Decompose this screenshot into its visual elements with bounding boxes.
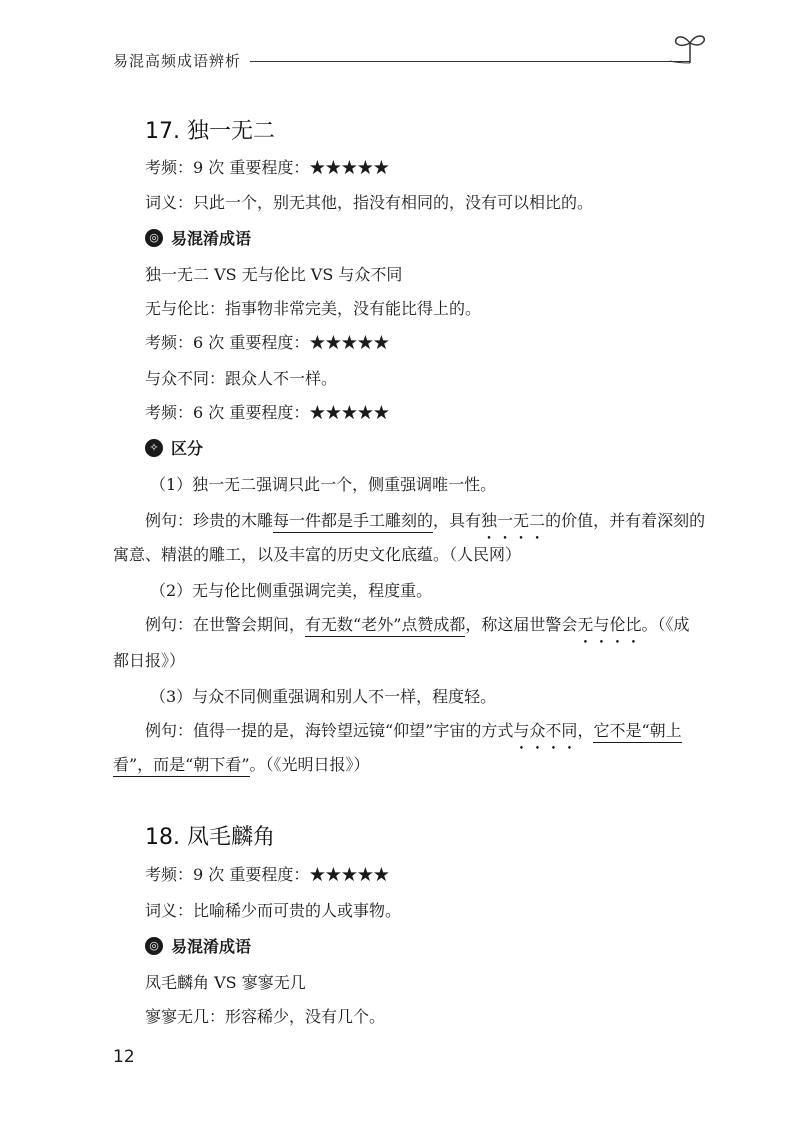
compare-line: 凤毛麟角 VS 寥寥无几 <box>145 973 306 992</box>
example-text: ，具有 <box>433 511 482 530</box>
swirl-icon: ◎ <box>145 937 163 955</box>
confuse-heading-label: 易混淆成语 <box>171 937 252 956</box>
emphasis-char: 不 <box>545 721 562 740</box>
emphasis-char: 独 <box>481 511 498 530</box>
emphasis-char: 无 <box>513 511 530 530</box>
swirl-icon: ◎ <box>145 229 163 247</box>
section-title-18: 18. 凤毛麟角 <box>145 825 275 850</box>
example-1-line1 <box>145 508 705 531</box>
distinction-3: （3）与众不同侧重强调和别人不一样，程度轻。 <box>150 687 497 706</box>
example-text: 的价值，并有着深刻的 <box>545 511 706 530</box>
compare-line: 独一无二 VS 无与伦比 VS 与众不同 <box>145 265 403 284</box>
emphasis-char: 伦 <box>609 615 626 634</box>
distinction-1: （1）独一无二强调只此一个，侧重强调唯一性。 <box>150 475 497 494</box>
word1-frequency: 考频：6 次 重要程度：★★★★★ <box>145 333 390 352</box>
confuse-heading <box>145 226 251 249</box>
emphasis-char: 一 <box>497 511 514 530</box>
word2-frequency: 考频：6 次 重要程度：★★★★★ <box>145 403 390 422</box>
meaning-line: 词义：只此一个，别无其他，指没有相同的，没有可以相比的。 <box>145 193 594 212</box>
example-text: 。（《光明日报》） <box>249 755 370 774</box>
emphasis-char: 二 <box>529 511 546 530</box>
meaning-line: 词义：比喻稀少而可贵的人或事物。 <box>145 901 402 920</box>
example-3-line2 <box>113 752 370 775</box>
frequency-line: 考频：9 次 重要程度：★★★★★ <box>145 158 390 177</box>
example-text: 。（《成 <box>641 615 690 634</box>
word2-definition: 与众不同：跟众人不一样。 <box>145 369 338 388</box>
emphasis-char: 无 <box>577 615 594 634</box>
distinction-2: （2）无与伦比侧重强调完美，程度重。 <box>150 581 433 600</box>
example-1-line2: 寓意、精湛的雕工，以及丰富的历史文化底蕴。（人民网） <box>113 545 522 564</box>
word1-definition: 寥寥无几：形容稀少，没有几个。 <box>145 1007 386 1026</box>
emphasis-char: 众 <box>529 721 546 740</box>
emphasis-char: 比 <box>625 615 642 634</box>
example-2-line1 <box>145 612 689 635</box>
underlined-phrase: 它不是“朝上 <box>593 721 681 743</box>
underlined-phrase: 看”，而是“朝下看” <box>113 755 250 777</box>
example-text: ，称这届世警会 <box>465 615 578 634</box>
emphasis-char: 与 <box>513 721 530 740</box>
compass-icon: ✧ <box>145 439 163 457</box>
underlined-phrase: 有无数“老外”点赞成都 <box>305 615 465 637</box>
sprout-icon <box>670 27 710 65</box>
emphasis-char: 与 <box>593 615 610 634</box>
confuse-heading <box>145 934 251 957</box>
example-text: 例句：在世警会期间， <box>145 615 306 634</box>
word1-definition: 无与伦比：指事物非常完美，没有能比得上的。 <box>145 299 482 318</box>
underlined-phrase: 每一件都是手工雕刻的 <box>273 511 433 533</box>
running-header: 易混高频成语辨析 <box>113 52 242 70</box>
section-title-17: 17. 独一无二 <box>145 119 275 144</box>
example-2-line2: 都日报》） <box>113 651 186 670</box>
example-text: 例句：值得一提的是，海铃望远镜“仰望”宇宙的方式 <box>145 721 514 740</box>
example-text: ， <box>577 721 594 740</box>
difference-heading-label: 区分 <box>171 439 204 458</box>
page-number: 12 <box>113 1047 135 1067</box>
confuse-heading-label: 易混淆成语 <box>171 229 252 248</box>
example-3-line1 <box>145 718 682 741</box>
frequency-line: 考频：9 次 重要程度：★★★★★ <box>145 865 390 884</box>
header-rule <box>250 61 690 62</box>
emphasis-char: 同 <box>561 721 578 740</box>
example-text: 例句：珍贵的木雕 <box>145 511 274 530</box>
difference-heading <box>145 436 203 459</box>
